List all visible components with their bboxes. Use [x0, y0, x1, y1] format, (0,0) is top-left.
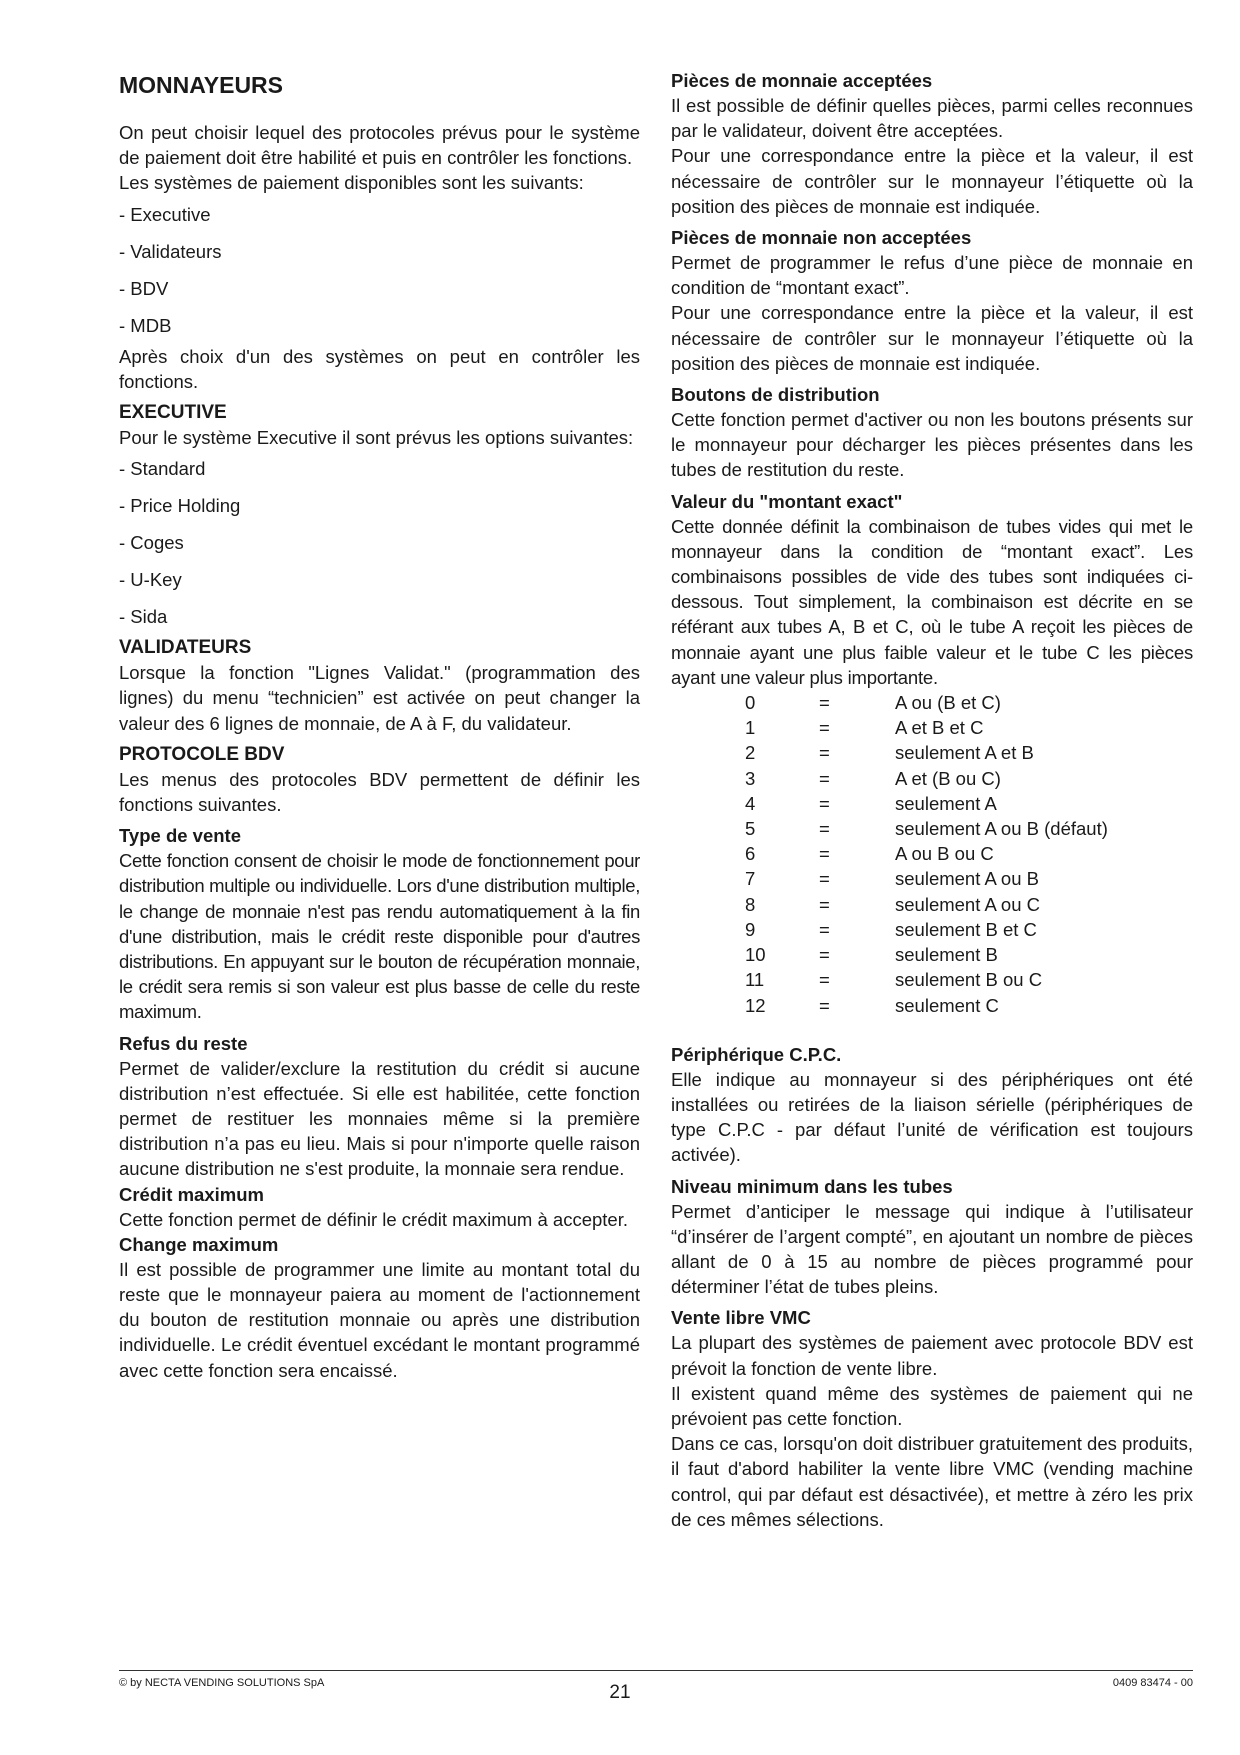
table-row	[745, 690, 1108, 715]
executive-option-standard: - Standard	[119, 458, 206, 480]
pieces-acceptees-heading: Pièces de monnaie acceptées	[671, 70, 933, 91]
equals-sign: =	[819, 918, 830, 940]
page-number: 21	[609, 1682, 631, 1703]
code-description: A ou (B et C)	[895, 692, 1001, 714]
code-number: 10	[745, 944, 766, 966]
executive-option-coges: - Coges	[119, 532, 184, 554]
code-description: seulement A ou B	[895, 868, 1039, 890]
refus-reste-heading: Refus du reste	[119, 1032, 248, 1054]
footer-copyright: © by NECTA VENDING SOLUTIONS SpA	[119, 1677, 325, 1689]
page-title: MONNAYEURS	[119, 72, 284, 98]
peripherique-heading: Périphérique C.P.C.	[671, 1043, 842, 1065]
code-number: 1	[745, 717, 756, 739]
table-row	[745, 816, 1108, 841]
code-description: seulement A ou B (défaut)	[895, 818, 1108, 840]
pieces-acceptees-text2: Pour une correspondance entre la pièce et la valeur, il est nécessaire de contrôler sur le monnayeur l’étiquette où la position des pièces de monnaie est indiquée.	[671, 145, 1193, 217]
equals-sign: =	[819, 969, 830, 991]
code-description: seulement C	[895, 994, 999, 1016]
table-row	[745, 715, 1108, 740]
equals-sign: =	[819, 843, 830, 865]
table-row	[745, 942, 1108, 967]
change-max-heading: Change maximum	[119, 1233, 279, 1255]
left-column	[119, 62, 640, 1389]
type-vente-text: Cette fonction consent de choisir le mode de fonctionnement pour distribution multiple ou individuelle. Lors d'une distribution multiple, le change de monnaie n'est pas rendu automatiquement à la fin d'une distribution, mais le crédit reste disponible pour d'autres distributions. En appuyant sur le bouton de récupération monnaie, le crédit sera remis si son valeur est plus basse de celle du reste maximum.	[119, 850, 640, 1023]
equals-sign: =	[819, 742, 830, 764]
peripherique-text: Elle indique au monnayeur si des périphériques ont été installées ou retirées de la liaison sérielle (périphériques de type C.P.C - par défaut l’unité de vérification est toujours activée).	[671, 1068, 1193, 1166]
table-row	[745, 892, 1108, 917]
executive-option-sida: - Sida	[119, 606, 168, 628]
equals-sign: =	[819, 692, 830, 714]
system-item-validateurs: - Validateurs	[119, 240, 222, 262]
code-number: 8	[745, 893, 756, 915]
pieces-non-acceptees-text2: Pour une correspondance entre la pièce et la valeur, il est nécessaire de contrôler sur le monnayeur l’étiquette où la position des pièces de monnaie est indiquée.	[671, 302, 1193, 374]
vente-libre-heading: Vente libre VMC	[671, 1307, 811, 1329]
vente-libre-text3: Dans ce cas, lorsqu'on doit distribuer gratuitement des produits, il faut d'abord habiliter la vente libre VMC (vending machine control, qui par défaut est désactivée), et mettre à zéro les prix de ces mêmes sélections.	[671, 1433, 1193, 1530]
validateurs-text: Lorsque la fonction "Lignes Validat." (programmation des lignes) du menu “technicien” est activée on peut changer la valeur des 6 lignes de monnaie, de A à F, du validateur.	[119, 662, 640, 734]
executive-text: Pour le système Executive il sont prévus les options suivantes:	[119, 427, 634, 449]
equals-sign: =	[819, 994, 830, 1016]
equals-sign: =	[819, 893, 830, 915]
system-item-mdb: - MDB	[119, 314, 172, 336]
bdv-text: Les menus des protocoles BDV permettent de définir les fonctions suivantes.	[119, 768, 640, 816]
pieces-non-acceptees-heading: Pièces de monnaie non acceptées	[671, 227, 972, 249]
code-number: 0	[745, 692, 756, 714]
table-row	[745, 993, 1108, 1018]
table-row	[745, 766, 1108, 791]
code-description: seulement B ou C	[895, 969, 1043, 991]
after-choice-paragraph: Après choix d'un des systèmes on peut en contrôler les fonctions.	[119, 345, 640, 392]
refus-reste-text: Permet de valider/exclure la restitution du crédit si aucune distribution n’est effectuée. Si elle est habilitée, cette fonction permet de restituer les monnaies même si la première distribution n’a pas eu lieu. Mais si pour n'importe quelle raison aucune distribution ne s'est produite, la monnaie sera rendue.	[119, 1057, 640, 1180]
pieces-non-acceptees-text1: Permet de programmer le refus d’une pièce de monnaie en condition de “montant exact”.	[671, 252, 1193, 299]
vente-libre-text1: La plupart des systèmes de paiement avec protocole BDV est prévoit la fonction de vente libre.	[671, 1332, 1193, 1379]
type-vente-heading: Type de vente	[119, 825, 242, 847]
code-description: A et (B ou C)	[895, 767, 1001, 789]
code-number: 11	[745, 969, 765, 991]
equals-sign: =	[819, 717, 830, 739]
table-row	[745, 967, 1108, 992]
right-column	[671, 68, 1193, 1538]
table-row	[745, 791, 1108, 816]
equals-sign: =	[819, 868, 830, 890]
executive-option-u-key: - U-Key	[119, 569, 182, 591]
intro-paragraph: On peut choisir lequel des protocoles prévus pour le système de paiement doit être habilité et puis en contrôler les fonctions.	[119, 122, 640, 169]
validateurs-heading: VALIDATEURS	[119, 637, 252, 659]
code-description: seulement B et C	[895, 918, 1037, 940]
niveau-min-text: Permet d’anticiper le message qui indique à l’utilisateur “d’insérer de l’argent compté”, en ajoutant un nombre de pièces allant de 0 à 15 au nombre de pièces programmé pour déterminer l’état de tubes pleins.	[671, 1200, 1193, 1298]
credit-max-heading: Crédit maximum	[119, 1183, 264, 1205]
code-number: 7	[745, 868, 756, 890]
code-description: A et B et C	[895, 717, 984, 739]
montant-exact-heading: Valeur du "montant exact"	[671, 490, 903, 512]
footer-divider	[119, 1670, 1193, 1671]
system-item-bdv: - BDV	[119, 277, 169, 299]
code-number: 2	[745, 742, 756, 764]
code-number: 12	[745, 994, 766, 1016]
footer-doc-code: 0409 83474 - 00	[1112, 1677, 1193, 1689]
executive-option-price-holding: - Price Holding	[119, 495, 241, 517]
table-row	[745, 917, 1108, 942]
code-number: 6	[745, 843, 756, 865]
bdv-heading: PROTOCOLE BDV	[119, 743, 285, 765]
montant-exact-codes-table	[745, 690, 1108, 1018]
system-item-executive: - Executive	[119, 203, 211, 225]
niveau-min-heading: Niveau minimum dans les tubes	[671, 1175, 953, 1197]
table-row	[745, 841, 1108, 866]
table-row	[745, 740, 1108, 765]
pieces-acceptees-text1: Il est possible de définir quelles pièces, parmi celles reconnues par le validateur, doivent être acceptées.	[671, 95, 1193, 142]
code-description: A ou B ou C	[895, 843, 994, 865]
code-number: 9	[745, 918, 756, 940]
equals-sign: =	[819, 767, 830, 789]
table-row	[745, 866, 1108, 891]
boutons-text: Cette fonction permet d'activer ou non les boutons présents sur le monnayeur pour décharger les pièces présentes dans les tubes de restitution du reste.	[671, 409, 1193, 481]
code-description: seulement A ou C	[895, 893, 1041, 915]
credit-max-text: Cette fonction permet de définir le crédit maximum à accepter.	[119, 1208, 628, 1230]
equals-sign: =	[819, 792, 830, 814]
code-description: seulement A et B	[895, 742, 1034, 764]
vente-libre-text2: Il existent quand même des systèmes de paiement qui ne prévoient pas cette fonction.	[671, 1382, 1193, 1429]
systems-intro: Les systèmes de paiement disponibles sont les suivants:	[119, 172, 584, 194]
code-number: 4	[745, 792, 756, 814]
code-description: seulement A	[895, 792, 997, 814]
equals-sign: =	[819, 818, 830, 840]
change-max-text: Il est possible de programmer une limite au montant total du reste que le monnayeur paiera au moment de l'actionnement du bouton de restitution monnaie ou après une distribution individuelle. Le crédit éventuel excédant le montant programmé avec cette fonction sera encaissé.	[119, 1258, 640, 1381]
executive-heading: EXECUTIVE	[119, 402, 227, 424]
code-description: seulement B	[895, 944, 998, 966]
equals-sign: =	[819, 944, 830, 966]
code-number: 3	[745, 767, 756, 789]
montant-exact-text: Cette donnée définit la combinaison de tubes vides qui met le monnayeur dans la condition de “montant exact”. Les combinaisons possibles de vide des tubes sont indiquées ci-dessous. Tout simplement, la combinaison est décrite en se référant aux tubes A, B et C, où le tube A reçoit les pièces de monnaie ayant une plus faible valeur et le tube C les pièces ayant une valeur plus importante.	[671, 515, 1193, 688]
boutons-heading: Boutons de distribution	[671, 384, 880, 406]
code-number: 5	[745, 818, 756, 840]
